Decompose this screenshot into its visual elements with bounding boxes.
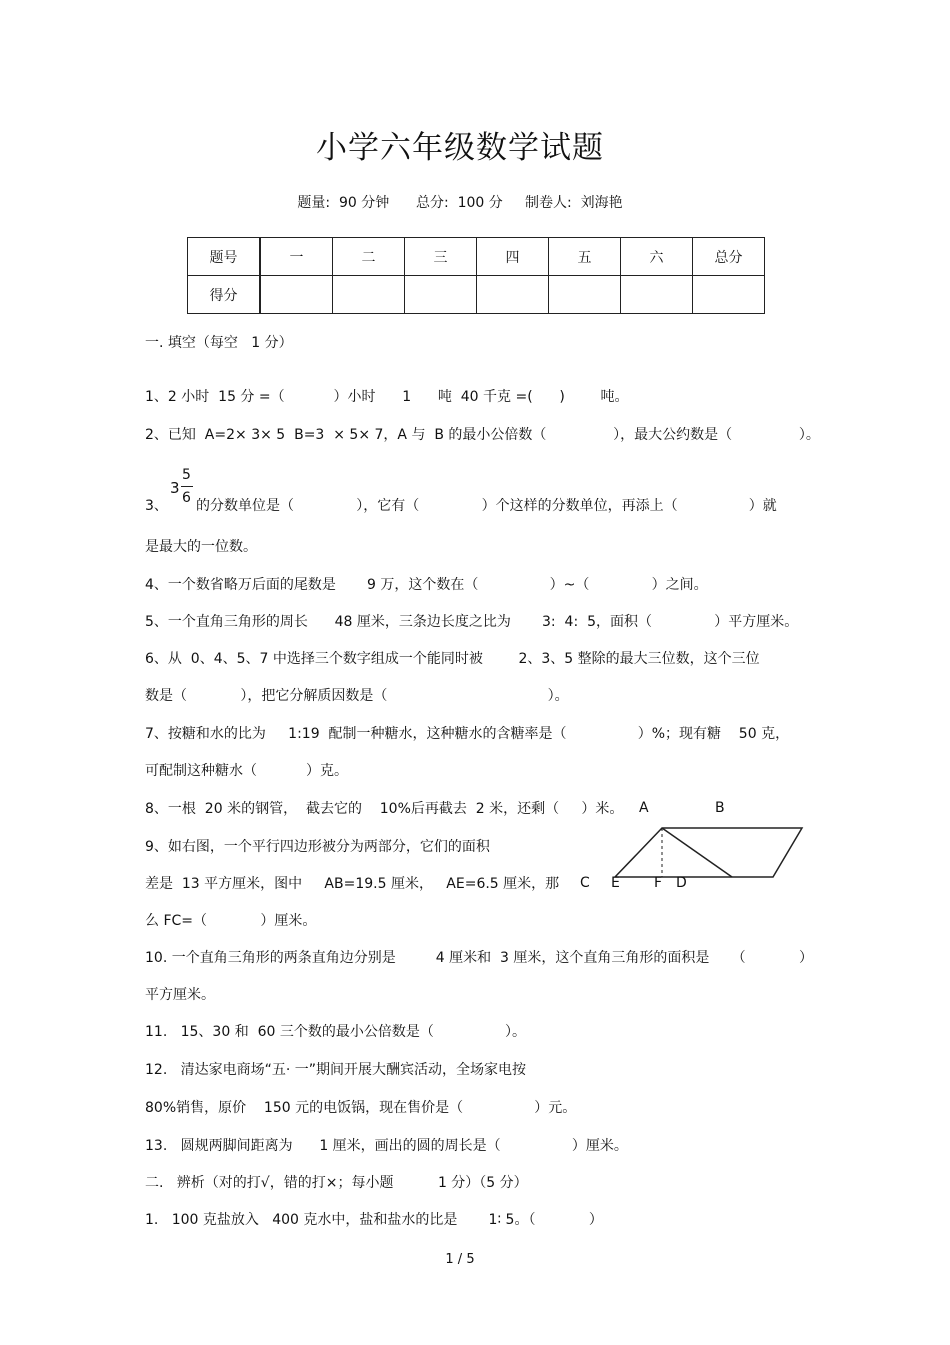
score-header-cell: 五 [549, 238, 621, 276]
question-11: 11. 15、30 和 60 三个数的最小公倍数是（ ）。 [145, 1024, 527, 1040]
question-3: 的分数单位是（ ），它有（ ）个这样的分数单位，再添上（ ）就 [196, 498, 777, 514]
section1-heading: 一. 填空（每空 1 分） [145, 335, 293, 351]
score-table [187, 237, 765, 314]
question-5: 5、一个直角三角形的周长 48 厘米，三条边长度之比为 3: 4: 5，面积（ ）平方厘米。 [145, 614, 799, 630]
question-12-cont: 80%销售，原价 150 元的电饭锅，现在售价是（ ）元。 [145, 1100, 577, 1116]
score-header-cell: 总分 [693, 238, 765, 276]
page-title: 小学六年级数学试题 [316, 130, 604, 166]
q3-whole-number: 3 [170, 479, 180, 497]
score-header-cell: 四 [477, 238, 549, 276]
diagonal-line-af [662, 828, 732, 877]
question-2: 2、已知 A=2× 3× 5 B=3 × 5× 7，A 与 B 的最小公倍数（ ），最大公约数是（ ）。 [145, 427, 820, 443]
question-6: 6、从 0、4、5、7 中选择三个数字组成一个能同时被 2、3、5 整除的最大三位数，这个三位 [145, 651, 760, 667]
point-label-b: B [715, 800, 725, 816]
score-cell[interactable] [260, 276, 333, 314]
question-10: 10. 一个直角三角形的两条直角边分别是 4 厘米和 3 厘米，这个直角三角形的面积是 （ ） [145, 950, 814, 966]
question-12: 12. 清达家电商场“五· 一”期间开展大酬宾活动，全场家电按 [145, 1062, 527, 1078]
question-9: 9、如右图，一个平行四边形被分为两部分，它们的面积 [145, 839, 490, 855]
question-13: 13. 圆规两脚间距离为 1 厘米，画出的圆的周长是（ ）厘米。 [145, 1138, 628, 1154]
question-8: 8、一根 20 米的钢管， 截去它的 10%后再截去 2 米，还剩（ ）米。 [145, 801, 624, 817]
question-3-cont: 是最大的一位数。 [145, 539, 257, 555]
score-cell[interactable] [549, 276, 621, 314]
point-label-c: C [580, 875, 590, 891]
question-9-cont: 差是 13 平方厘米，图中 AB=19.5 厘米， AE=6.5 厘米，那 [145, 876, 560, 892]
question-9-cont2: 么 FC=（ ）厘米。 [145, 913, 317, 929]
q3-numerator: 5 [182, 467, 191, 483]
q3-fraction-bar [181, 486, 193, 487]
point-label-e: E [611, 875, 620, 891]
parallelogram-figure [610, 820, 810, 882]
question-10-cont: 平方厘米。 [145, 987, 215, 1003]
q3-denominator: 6 [182, 490, 191, 506]
parallelogram-outline [615, 828, 802, 877]
score-header-cell: 一 [260, 238, 333, 276]
score-header-cell: 三 [405, 238, 477, 276]
question-6-cont: 数是（ ），把它分解质因数是（ ）。 [145, 688, 569, 704]
question-7: 7、按糖和水的比为 1:19 配制一种糖水，这种糖水的含糖率是（ ）%；现有糖 50 克， [145, 726, 790, 742]
score-row-label: 得分 [188, 276, 261, 314]
section2-question-1: 1. 100 克盐放入 400 克水中，盐和盐水的比是 1∶ 5。（ ） [145, 1212, 603, 1228]
score-cell[interactable] [333, 276, 405, 314]
score-header-cell: 二 [333, 238, 405, 276]
score-header-cell: 题号 [188, 238, 261, 276]
q3-prefix: 3、 [145, 498, 168, 514]
point-label-a: A [639, 800, 649, 816]
point-label-f: F [654, 875, 663, 891]
score-header-cell: 六 [621, 238, 693, 276]
score-cell[interactable] [405, 276, 477, 314]
question-7-cont: 可配制这种糖水（ ）克。 [145, 763, 348, 779]
point-label-d: D [676, 875, 687, 891]
exam-meta: 题量: 90 分钟 总分: 100 分 制卷人: 刘海艳 [297, 195, 623, 211]
score-cell[interactable] [621, 276, 693, 314]
score-cell[interactable] [477, 276, 549, 314]
score-table-header-row [188, 238, 765, 276]
section2-heading: 二. 辨析（对的打√，错的打×；每小题 1 分）（5 分） [145, 1175, 528, 1191]
score-table-score-row [188, 276, 765, 314]
score-cell[interactable] [693, 276, 765, 314]
question-4: 4、一个数省略万后面的尾数是 9 万，这个数在（ ）~（ ）之间。 [145, 577, 708, 593]
question-1: 1、2 小时 15 分 =（ ）小时 1 吨 40 千克 =( ) 吨。 [145, 389, 629, 405]
page-number: 1 / 5 [445, 1252, 475, 1267]
